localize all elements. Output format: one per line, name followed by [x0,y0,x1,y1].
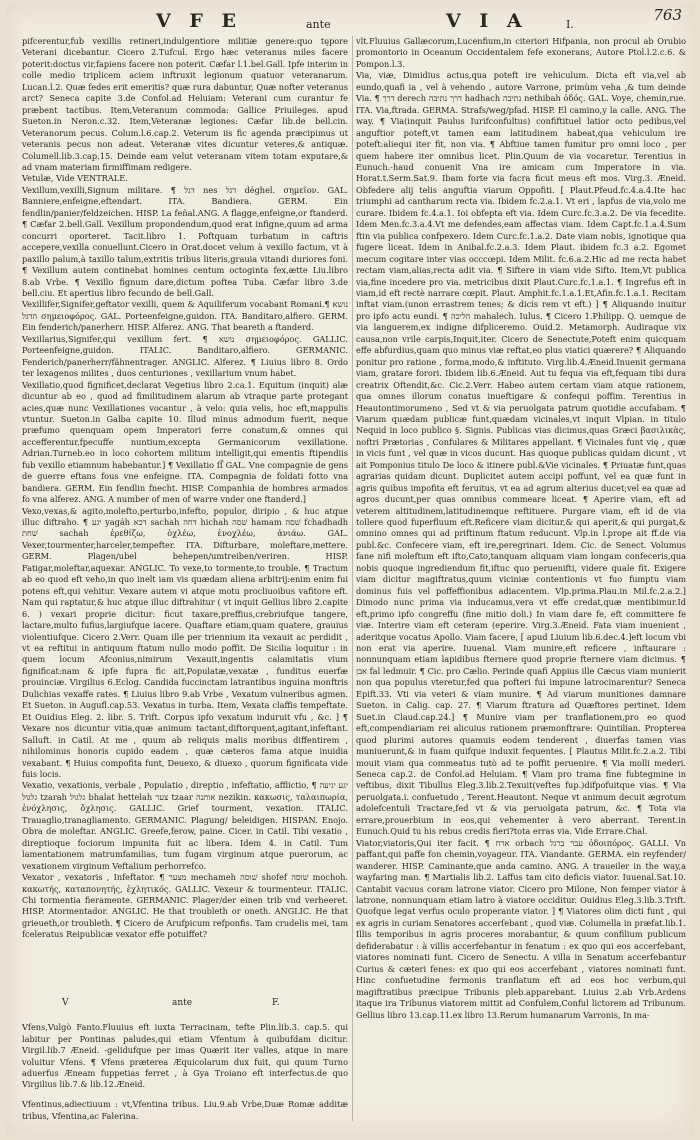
running-header [6,4,694,32]
section-left-letter: V [62,998,69,1008]
section-center-word: ante [172,998,193,1008]
entry-paragraph: Vexillum,vexilli,Signum militare. ¶ דגל nes דגל déghel. σημεῖον. GAL. Banniere,enfeigne,eftendart. ITA. Bandiera. GERM. Ein fendlin/panier/feldzeichen. HISP. La feñal.ANG. A flagge,enfeigne,or ftanderd. ¶ Cæfar 2.bell.Gall. Vexillum propondendum,quod erat infigne,quum ad arma concurri oporteret. Tacit.libro 1. Poftquam turbatum in caftris accepere,vexilla conuellunt.Cicero in Orat.docet velum à vexillo factum, vt à paxillo palum,à taxillo talum,extritis tribus literis,grauia vitandi duriores foni. ¶ Vexillum autem continebat homines centum octoginta fex,ætte Liu.libro 8.ab Vrbe. ¶ Vexillo fignum dare,dictum poftea Tuba. Cæfar libro 3.de bell.ciu. Et apertius libro fecundo de bell.Gall. [22,184,348,298]
entry-paragraph: Vexillarius,Signifer,qui vexillum fert. ¶ נושא σημειοφόρος. GALLIC. Porteenfeigne,guidon. ITALIC. Banditaro,alfiero. GERMANIC. Fenderich/panerherr/fähnentrager. ANGLIC. Alferez. ¶ Liuius libro 8. Ordo ter lexagenos milites , duos centuriones , vexillarium vnum habet. [22,333,348,379]
entry-paragraph: Vexatio, vexationis, verbale , Populatio , direptio , infeftatio, afflictio, ¶ יגע יגיעה גלגול tzarah גלגול bhalat hettelah צער tzaar אותנה nezikin. κακωσις, ταλαιπωρία, ἐνόχλησις, ὄχλησις. GALLIC. Grief tourment, vexation. ITALIC. Trauaglio,tranagliamento. GERMANIC. Plagung/ beleidigen. HISPAN. Enojo. Obra de moleftar. ANGLIC. Greefe,ferow, paine. Cicer. in Catil. Tibi vexatio , direptioque fociorum impunita fuit ac libera. Idem 4. in Catil. Tum lamentationem matrumfamilias, tum fugam virginum atque puerorum, ac vexationem virginum Veftalium perhorrefco. [22,780,348,871]
left-column [22,36,348,994]
right-column [356,36,686,1126]
section-divider [22,997,348,1011]
entry-paragraph: Vetulæ, Vide VENTRALE. [22,173,128,184]
header-left-word: V F E [156,10,242,32]
entry-paragraph: Vexillifer,Signifer,geftator vexilli, quem & Aquiliferum vocabant Romani.¶ נושא הדגל σημειοφόρος. GAL. Porteenfeigne,guidon. ITA. Banditaro,alfiero. GERM. Ein fenderich/panerherr. HISP. Alferez. ANG. That beareth a ftanderd. [22,299,348,333]
header-right-letter: I. [566,18,574,31]
left-column-lower [22,1014,348,1122]
column-divider [352,36,353,1121]
entry-paragraph: Vexator , vexatoris , Infeftator. ¶ מצער mechameh שׁוסה shofef שׁוסה mochoh. κακωτής, καταπονητής, ἐχλητικός. GALLIC. Vexeur & tourmenteur. ITALIC. Chi tormentia fieramente. GERMANIC. Plager/der einen trib vnd verheeret. HISP. Atormentador. ANGLIC. He that troubleth or oneth. ANGLIC. He that grieueth,or troubleth. ¶ Cicero de Arufpicum refponfis. Tam crudelis mei, tam fceleratus Reipublicæ vexator effe potuiffet? [22,872,348,940]
entry-paragraph: Viator,viatoris,Qui iter facit. ¶ ארח orbach עבר ברגל ὁδοιπόρος. GALLI. Vn paffant,qui paffe fon chemin,voyageur. ITA. Viandante. GERMA. ein reyfender/ wanderer. HISP. Caminante,que anda camino. ANG. A traueiler in the way,a wayfaring man. ¶ Martialis lib.2. Laffus tam cito deficis viator. Iuuenal.Sat.10. Cantabit vacuus coram latrone viator. Cicero pro Milone, Non femper viator à latrone, nonnunquam etiam latro à viatore occiditur. Ouidius Eleg.3.lib.3.Trift. Quofque legat verfus oculo properante viator. ] ¶ Viatores olim dicti funt , qui ex agris in curiam Senatores accerſebant , quod viæ. Columella in præfat.lib.1. Illis temporibus in agris proceres morabantur, & quum confilium publicum defiderabatur : à villis accerfebantur in fenatum : ex quo qui eos accerfebant, viatores nominati funt. Cicero de Senectu. A villa in Senatum accerfebantur Curius & cæteri fenes: ex quo qui eos accerfebant , viatores nominati funt. Hinc confuetudine fermonis tranflatum eft ad eos hoc verbum,qui magiftratibus præcipue Tribunis pleb.apparebant. Liuius 2.ab Vrb.Ardens itaque ira Tribunus viatorem mittit ad Confulem,Conful lictorem ad Tribunum. Gellius libro 13.cap.11.ex libro 13.Rerum humanarum Varronis, In ma- [356,837,686,1020]
page-number: 763 [653,6,682,24]
header-right-word: V I A [446,10,528,32]
entry-paragraph: vlt.Fluuius Gallæcorum,Lucenfium,in citeriori Hifpania, non procul ab Orubio promontorio in Oceanum Occidentalem fefe exonerans, Autore Ptol.l.2.c.6. & Pompon.l.3. [356,36,686,69]
entry-paragraph: Vfentinus,adiectiuum : vt,Vfentina tribus. Liu.9.ab Vrbe,Duæ Romæ additæ tribus, Vfentina,ac Falerina. [22,1099,348,1121]
entry-paragraph: Via, viæ, Dimidius actus,qua poteft ire vehiculum. Dicta eft via,vel ab eundo,quafi ia , vel à vehendo , autore Varrone, primùm veha ,& tum deinde Via. ¶ דרך derech דרך נתיבה hadhach נתיבה nethibah ὁδός. GAL. Voye, chemin,rue. ITA. Via,ftrada. GERMA. Strafs/weg/pfad. HISP. El camino,y la calle. ANG. The way. ¶ Via(inquit Paulus Iurifconfultus) confiftituel latior octo pedibus,vel anguftior poteft,vt tamen eam latitudinem habeat,qua vehiculum ire poteft:aliequi iter fit, non via. ¶ Abftiue tamen fumitur pro omni loco , per quem habere iter omnibus licet. Plin.Quum de via vocaretur. Terentius in Eunuch.-haud conuenit Vna ire amicam cum Imperatore in via. Horat.t.Serm.Sat.9. Ibam forte via facra ficut meus eft mos. Virg.3. Æneid. Obfedere alij telis anguftia viarum Oppofiti. [ Plaut.Pfeud.fc.4.a.4.Ite hac triumphi ad cantharum recta via. Ibidem fc.2.a.1. Vt eri , lapfus de via,volo me curare. Ibidem fc.4.a.1. Ioi obfepta eft via. Idem Curc.fc.3.a.2. De via fecedite. Idem Men.fc.3.a.4.Vt me defendes,eam affectas viam. Idem Capt.fc.1.a.4.Sum ftin via publica confpexero. Idem Curc.fc.1.a.2. Date viam nobis, ignotique qua fugere liceat. Idem in Anibal.fc.2.a.3. Idem Plaut. ibidem fc.3 a.2. Egomet mecum cogitare inter vias occcœpi. Idem Milit. fc.6.a.2.Hic ad me recta habet rectam viam,alias,recta adit via. ¶ Siftere in viam vide Sifto. Item,Vt publica via,fine incedere pro via. metricibus dixit Plaut.Curc.fc.1.a.1. ¶ Ingrefus eft in viam,id eft rectè narrare cœpit. Plaut. Amphit.fc.1.a.1.Et,Afin.fc.1.a.1. Recitam inftat viam.(unon errastrem tenes; & dicis rem vt eft.) ] ¶ Aliquando inuitur pro ipfo actu eundi. ¶ הליכה mahalech. Iulus. ¶ Cicero 1.Philipp. Q. uemque de via languerem,ex indigne difpliceremo. Ouid.2. Metamorph. Audiraque vix causa,non vrile carpis,Inquit,iter. Cicero de Senectute,Poteft enim quicquam effe abfurdius,quam quo minus viæ reftat,eo plus viatici quærere? ¶ Aliquando ponitur pro ratione , forma,modo,& inftituto. Virg.lib.4.Æneid.Inuenit germana viam, gratare forori. Ibidem lib.6.Æneid. Aut tu fequa via eft,fequam tibi dura creatrix Oftendit,&c. Cic.2.Verr. Habeo autem certam viam atque rationem, qua omnes illorum conatus inueftigare & confequi poffim. Terentius in Heautontimorumeno , Sed vt & via peruolgata patrum quotidie accufabam. ¶ Viarum quædam publicæ funt,quædam vicinales,vt inquit Vlpian. in titulo Nequid in loco publico §. Signis. Publicas vias dicimus,quas Græci βασιλικὰς, noftri Prætorias , Confulares & Militares appellant. ¶ Vicinales funt vię , quæ in vicis funt , vel quæ in vicos ducunt. Has quoque publicas quidam dicunt , vt ait Pomponius titulo De loco & itinere publ.&Vie vicinales. ¶ Priuatæ funt,quas agrarias quidam dicunt. Duplicitet autem accipi poffunt, vel ea quæ funt in agris quibus impofita eft feruitus, vt ea ad agrum alterius ducet;vel ea quæ ad agros ducunt,per quas omnibus commeare liceat. ¶ Aperire viam, eft ad veterem altitudinem,latitudinemque reftituere. Purgare viam, eft id de via tollere quod fuperfluum eft.Reficere viam dicitur,& qui aperit,& qui purgat,& omnino omnes qui ad priftinum ftatum reducunt. Vlp.in l.prope ait ff.de via publ.&c. Confecere viam, eft ire,peregrinari. Idem. Cic. de Senect. Volumus fane nifi moleftum eft ifto,Cato,tanquam aliquam viam longam confeceris,qua nobis quoque ingrediendum fit,iftuc quo peruenifti, videre quale fit. Exigere viam dicitur magiftratus,quum viciniæ contentionis vt fuo fumptu viam dominus fuis vel poffeffionibus adiacentem. Vlp.prima.Plau.in Mil.fc.2.a.2.] Dimodo nunc prima via inducamus,vera vt effe credat,quæ mentibimur.Id eft,primo ipfo congreffu (fine mitio doli.) In viam dare fe, eft committere fe viæ. Interire viam eft ceteram (eperire. Virg.3.Æneid. Fata viam inuenient , aderitque vocatus Apollo. Viam facere, [ apud Liuium lib.6.dec.4.]eft locum vbi non erat via aperire. Iuuenal. Viam munire,eft reficere , inftaurare : nonnunquam etiam lapidibus fternere quod proprie fternere viam dicimus. ¶ אבן fal ledmuir. ¶ Cic. pro Cælio. Perinde quafi Appius ille Cæcus viam munierit non qua populus vteretur,fed qua pofteri fui impune latrocinarentur? Seneca Epift.33. Vti via veteri & viam munire. ¶ Ad viarum munitiones damnare Sueton. in Calig. cap. 27. ¶ Viarum ftratura ad Quæftores pertinet. Idem Suet.in Claud.cap.24.] ¶ Munire viam per tranflationem,pro eo quod eft,compendiariam rei alicuius rationem præmonftrare: Quintilian. Propterea quod plurimi autores quamuis eodem tenderent , diuerfas tamen vias muniuerunt,& in fuam quifque induxit fequentes. [ Plautus Milit.fc.2.a.2. Tibi mouit viam qua commeatus tutò ad te poffit peruenire. ¶ Via molli mederi. Seneca cap.2. de Confol.ad Heluiam. ¶ Viam pro trama fine fubtegmine in veftibus, dixit Tibullus Eleg.3.lib.2.Texuit(veftes fup.)difpofuitque vias. ¶ Via peruolgata.i. confuetudo , Terent.Heautont. Neque vt animum decuit ægrotum adolefcentuli Tractare,fed vt & via peruolgata patrum, &c. ¶ Tota via errare,prouerbium in eos,qui vehementer à vero aberrant. Terent.in Eunuch.Quid tu his rebus credis fieri?tota erras via. Vide Errare.Chal. [356,70,686,837]
entry-paragraph: Vfens,Vulgò Fanto.Fluuius eft iuxta Terracinam, tefte Plin.lib.3. cap.5. qui labitur per Pontinas paludes,qui etiam Vfentum à quibufdam dicitur. Virgil.lib.7 Æneid. -gelidufque per imas Quærit iter valles, atque in mare voluitur Vfens. ¶ Vfens præterea Æquicolarum dux fuit, qui quum Turno aduerfus Æneam fuppetias ferret , à Gya Troiano eft interfectus.de quo Virgilius lib.7.& lib.12.Æneid. [22,1022,348,1090]
entry-paragraph: Vexillatio,quod fignificet,declarat Vegetius libro 2.ca.1. Equitum (inquit) alæ dicuntur ab eo , quod ad fimilitudinem alarum ab vtraque parte protegant acies,quæ nunc Vexillationes vocantur , à velo: quia velis, hoc eft,mappulis vtuntur. Sueton.in Galba capite 10. Illud minus admodum fuerit, neque præfumo quenquam opem Imperatori ferre conatum,& omnes qui accefferentur,fpecuffe nuntium,excepta Germanicorum vexillatione. Adrian.Turneb.eo in loco cohortem militum intelligit,qui ementis ftipendiis fub vexillo etiamnum habebantur.] ¶ Vexillatio ſſ̃ GAL. Vne compagnie de gens de guerre eftans fous vne enfeigne. ITA. Compagnia de foldati fotto vna bandiera. GERM. Ein fendlin fnecht. HISP. Companhia de hombres armados fo vna alferez. ANG. A number of men of warre vnder one ftanderd.] [22,379,348,505]
book-page [6,4,694,1134]
entry-paragraph: pifcerentur,fub vexillis retineri,indulgentiore militiæ genere:quo tępore Veterani dicebantur. Cicero 2.Tufcul. Ergo hæc veteranus miles facere poterit:doctus vir,fapiens facere non poterit. Cæfar l.1.bel.Gall. Ipfe interim in colle medio triplicem aciem inftruxit legionum quatuor veteranarum. Lucan.l.2. Quæ fedes erit emeritis? quæ rura dabuntur, Quæ nofter veteranus arct? Seneca capite 3.de Confol.ad Heluiam: Veterani cum curantur fe præbent tactibus. Item,Veteranum commoda: Gallice Priuileges. apud Sueton.in Neron.c.32. Item,Veteranæ legiones: Cæfar lib.de bell.cin. Veteranorum pecus. Colum.l.6.cap.2. Veterum iis fic agenda præcipimus ut veteranis pecus non adeat. Veteranæ vites dicuntur veteres,& antiquæ. Columell.lib.3.cap.15. Deinde eam velut veteranam vitem totam exputare,& ad vnam materiam firmiffimam redigere. [22,36,348,172]
header-center-word: ante [306,18,331,31]
entry-paragraph: Vexo,vexas,& agito,molefto,perturbo,infefto, populor, diripio , & huc atque illuc diftraho. ¶ יגע yagáh דכא sachah דחה hichah שׁסה hamam שׁסה fchadhadh שׁחת sachah ἐρεθίζω, ὀχλέω, ἐνοχλέω, ἀνιάω. GAL. Vexer,tourmenter,harceler,tempefter. ITA. Difturbare, moleftare,mettere. GERM. Plagen/ubel behepen/umtreiben/veriren. HISP. Fatigar,moleftar,aquexar. ANGLIC. To vexe,to tormente,to trouble. ¶ Tractum ab eo quod eft veho,in quo inelt iam vis quædam aliena arbitrij:enim enim fui potens eft,qui vehitur. Vexare autem vi atque motu procliuoibus vafitore eft. Nam qui raptatur,& huc atque illuc diftrahitur ( vt inquit Gellius libro 2.capite 6. ) vexari proprie dicitur: ficut taxare,preffius,crebriufque tangere, lactare,multo fufius,largiufque iacere. Quaftare etiam,quam quatere, grauius violentiufque. Cicero 2.Verr. Quam ille per triennium ita vexauit ac perdidit , vt ea reftitui in antiquum ftatum nullo modo poffit. De Sicilia loquitur : in quem locum Afconius,nimirum Vexauit,ingentis calamitatis vium fignificat:nam & ipfe fupra fic ait,Populatæ,vexatæ , funditus euerfæ prouinciæ. Virgilius 6.Eclog. Candida fuccinctam latrantibus inguina monftris Dulichias vexaffe rates. ¶ Liuius libro 9.ab Vrbe , Vexatum vulneribus agmen. Et Sueton. in Augufl.cap.53. Vexatus in turba. Item, Vexata claffis tempeftate. Et Ouidius Eleg. 2. libr. 5. Trift. Corpus ipfo vexatum induruit vfu , &c. ] ¶ Vexare nos dicuntur vitia,quæ animum tactant,diftorquent,agitant,infeftant. Salluft. in Catil. At me , quum ab reliquis malis moribus diffentirem , nihilominus honoris cupido eadem , quæ cæteros fama atque inuidia vexabant. ¶ Huius compofita funt, Deuexo, & diuexo , quorum fignificata vide fuis locis. [22,505,348,779]
section-right-letter: F. [272,998,280,1008]
